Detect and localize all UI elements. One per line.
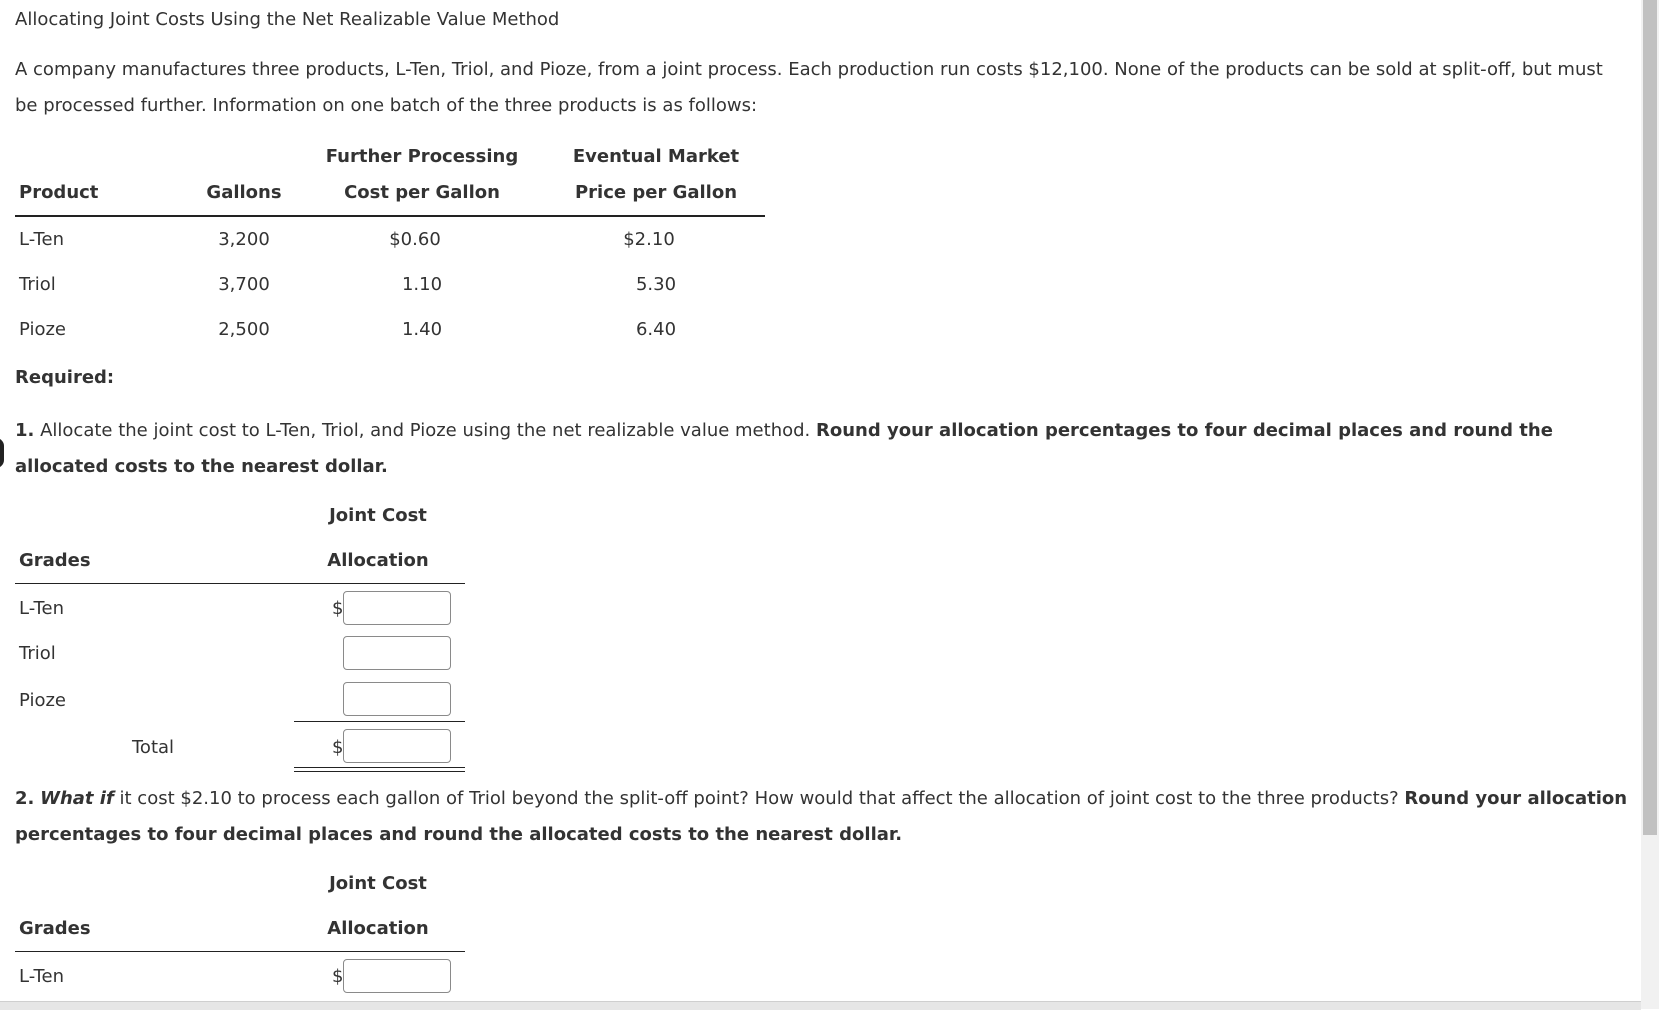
cell-price: $2.10 xyxy=(623,229,675,250)
total-double-rule-bottom xyxy=(294,771,465,772)
question-1-number: 1. xyxy=(15,420,35,441)
question-2-number: 2. xyxy=(15,788,35,809)
question-1-instruction-2: allocated costs to the nearest dollar. xyxy=(15,456,388,477)
total-allocation-input[interactable] xyxy=(343,729,451,763)
currency-sign: $ xyxy=(332,598,344,619)
cell-gallons: 3,700 xyxy=(218,274,270,295)
question-2-instruction-2: percentages to four decimal places and round the allocated costs to the nearest dollar. xyxy=(15,824,903,845)
total-label: Total xyxy=(132,737,175,758)
header-allocation: Allocation xyxy=(327,918,429,939)
header-rule xyxy=(15,951,465,952)
cell-product: L-Ten xyxy=(19,229,64,250)
cell-gallons: 3,200 xyxy=(218,229,270,250)
cell-price: 6.40 xyxy=(635,319,677,340)
question-1-line-1 xyxy=(15,420,1553,441)
header-joint-cost: Joint Cost xyxy=(329,873,427,894)
cell-cost: 1.40 xyxy=(401,319,443,340)
header-rule xyxy=(15,215,765,217)
currency-sign: $ xyxy=(332,737,344,758)
question-2-text: it cost $2.10 to process each gallon of Triol beyond the split-off point? How would that affect the allocation of joint cost to the three products? xyxy=(113,788,1405,809)
header-rule xyxy=(15,583,465,584)
header-grades: Grades xyxy=(19,918,91,939)
cell-cost: 1.10 xyxy=(401,274,443,295)
header-eventual-market-2: Price per Gallon xyxy=(574,182,738,203)
page-title: Allocating Joint Costs Using the Net Realizable Value Method xyxy=(15,9,560,30)
question-1-instruction-1: Round your allocation percentages to four decimal places and round the xyxy=(815,420,1553,441)
question-2-instruction-1: Round your allocation xyxy=(1404,788,1628,809)
currency-sign: $ xyxy=(332,966,344,987)
left-edge-marker xyxy=(0,438,4,468)
question-1-text: Allocate the joint cost to L-Ten, Triol, and Pioze using the net realizable value method. xyxy=(34,420,816,441)
header-joint-cost: Joint Cost xyxy=(329,505,427,526)
row-label-l-ten: L-Ten xyxy=(19,598,64,619)
row-label-l-ten: L-Ten xyxy=(19,966,64,987)
subtotal-rule xyxy=(294,721,465,722)
cell-product: Pioze xyxy=(19,319,66,340)
cell-product: Triol xyxy=(19,274,56,295)
header-gallons: Gallons xyxy=(206,182,282,203)
pioze-allocation-input[interactable] xyxy=(343,682,451,716)
vertical-scrollbar-thumb[interactable] xyxy=(1643,0,1657,835)
header-further-processing-2: Cost per Gallon xyxy=(344,182,500,203)
cell-cost: $0.60 xyxy=(389,229,441,250)
intro-line-2: be processed further. Information on one batch of the three products is as follows: xyxy=(15,95,758,116)
header-eventual-market-1: Eventual Market xyxy=(572,146,740,167)
question-2-line-1 xyxy=(15,788,1627,809)
header-further-processing-1: Further Processing xyxy=(325,146,519,167)
required-label: Required: xyxy=(15,367,115,388)
total-double-rule-top xyxy=(294,767,465,768)
row-label-pioze: Pioze xyxy=(19,690,66,711)
cell-gallons: 2,500 xyxy=(218,319,270,340)
question-2-what-if: What if xyxy=(40,788,114,809)
triol-allocation-input[interactable] xyxy=(343,636,451,670)
header-grades: Grades xyxy=(19,550,91,571)
l-ten-allocation-input[interactable] xyxy=(343,591,451,625)
row-label-triol: Triol xyxy=(19,643,56,664)
header-product: Product xyxy=(19,182,99,203)
header-allocation: Allocation xyxy=(327,550,429,571)
l-ten-allocation-input-2[interactable] xyxy=(343,959,451,993)
intro-line-1: A company manufactures three products, L-Ten, Triol, and Pioze, from a joint process. Each production run costs $12,100. None of the products can be sold at split-off, but must xyxy=(15,59,1603,80)
cell-price: 5.30 xyxy=(635,274,677,295)
